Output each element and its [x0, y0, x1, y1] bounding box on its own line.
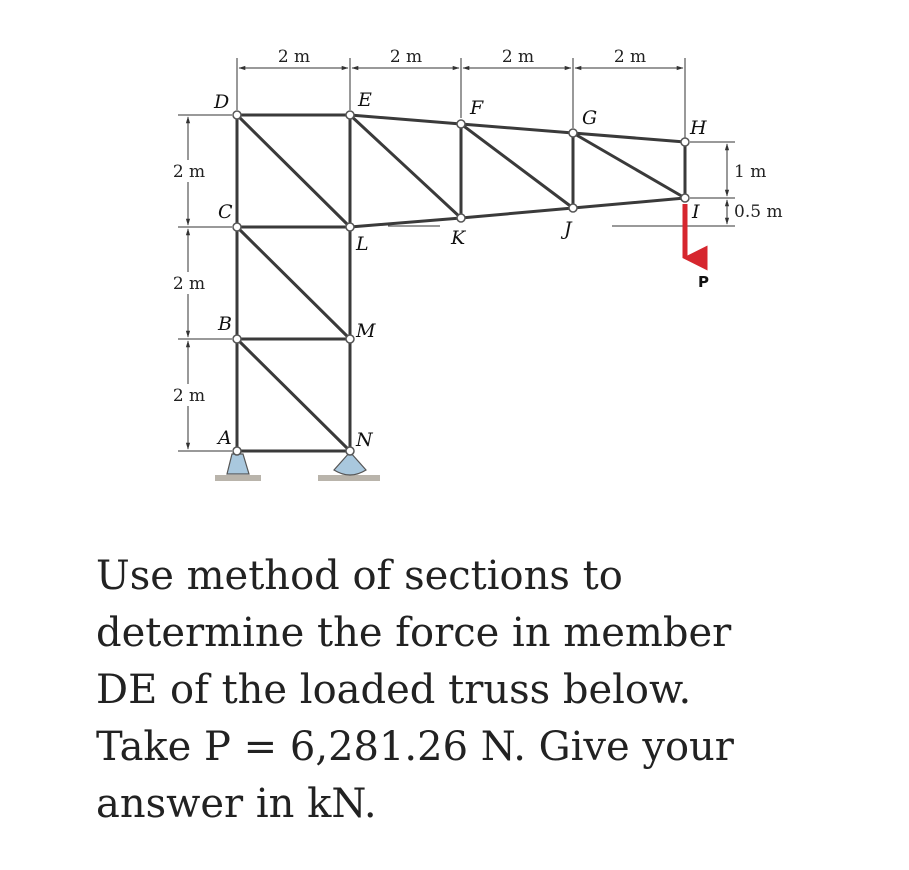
joint-f — [457, 120, 465, 128]
label-m: M — [356, 320, 376, 342]
joint-e — [346, 111, 354, 119]
joint-d — [233, 111, 241, 119]
label-a: A — [218, 427, 232, 449]
right-dim-2: 0.5 m — [734, 202, 783, 222]
pin-support-a — [227, 454, 249, 474]
joint-l — [346, 223, 354, 231]
member-ek — [350, 115, 461, 218]
joint-k — [457, 214, 465, 222]
label-c: C — [218, 201, 233, 223]
label-i: I — [692, 201, 700, 223]
question-line: Use method of sections to — [96, 553, 623, 599]
left-dim-3: 2 m — [172, 386, 206, 406]
joint-m — [346, 335, 354, 343]
top-dim-4: 2 m — [613, 47, 647, 67]
joint-i — [681, 194, 689, 202]
joint-b — [233, 335, 241, 343]
label-n: N — [356, 429, 373, 451]
top-dim-3: 2 m — [501, 47, 535, 67]
label-j: J — [564, 218, 572, 240]
top-dim-1: 2 m — [277, 47, 311, 67]
question-line: DE of the loaded truss below. — [96, 667, 692, 713]
question-line: answer in kN. — [96, 781, 377, 827]
joint-n — [346, 447, 354, 455]
label-f: F — [470, 97, 484, 119]
joint-j — [569, 204, 577, 212]
joint-h — [681, 138, 689, 146]
member-ef — [350, 115, 461, 124]
member-gi — [573, 133, 685, 198]
member-kj — [461, 208, 573, 218]
member-dl — [237, 115, 350, 227]
label-l: L — [356, 233, 369, 255]
label-g: G — [582, 107, 598, 129]
top-dim-2: 2 m — [389, 47, 423, 67]
joint-g — [569, 129, 577, 137]
question-line: determine the force in member — [96, 610, 732, 656]
joint-c — [233, 223, 241, 231]
member-ji — [573, 198, 685, 208]
label-b: B — [218, 313, 232, 335]
label-h: H — [690, 117, 707, 139]
member-fg — [461, 124, 573, 133]
question-line: Take P = 6,281.26 N. Give your — [96, 724, 734, 770]
label-d: D — [214, 91, 230, 113]
ground — [215, 475, 380, 481]
member-bn — [237, 339, 350, 451]
label-e: E — [358, 89, 372, 111]
member-cm — [237, 227, 350, 339]
truss-members — [237, 115, 685, 451]
load-label: P — [698, 273, 709, 291]
left-dim-2: 2 m — [172, 274, 206, 294]
question-text — [96, 548, 886, 833]
label-k: K — [451, 227, 466, 249]
left-dim-1: 2 m — [172, 162, 206, 182]
right-dim-1: 1 m — [734, 162, 767, 182]
member-gh — [573, 133, 685, 142]
joint-a — [233, 447, 241, 455]
member-fj — [461, 124, 573, 208]
